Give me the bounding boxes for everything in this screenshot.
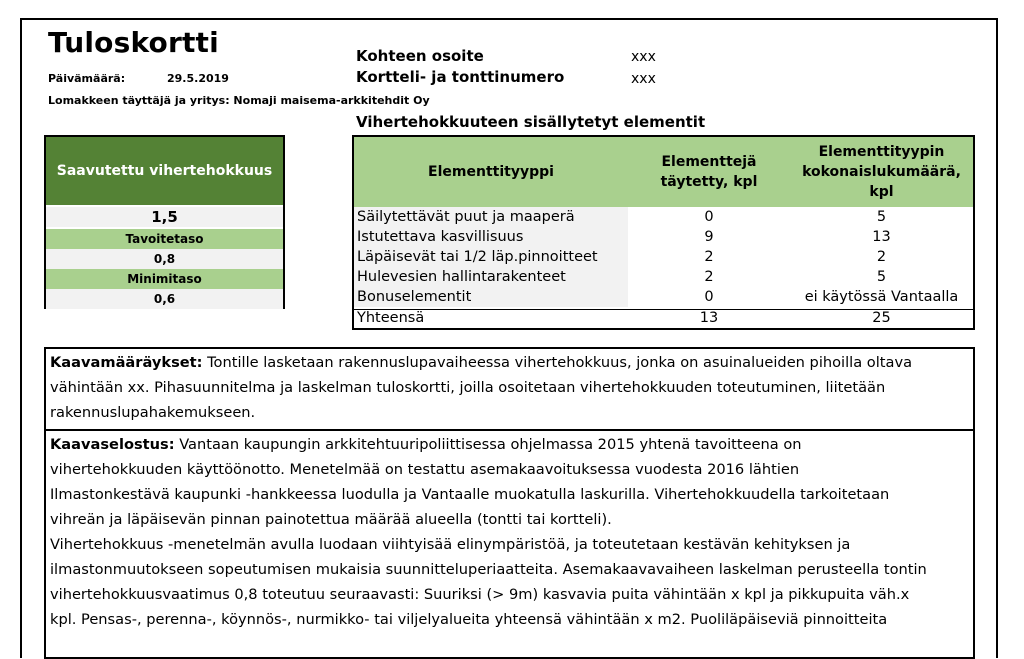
elements-heading: Vihertehokkuuteen sisällytetyt elementit — [356, 113, 706, 131]
score-target-label: Tavoitetaso — [46, 229, 283, 249]
table-row — [354, 227, 973, 247]
row-name: Säilytettävät puut ja maaperä — [357, 209, 575, 225]
row-filled: 0 — [704, 209, 714, 225]
regulations-label: Kaavamääräykset: — [50, 354, 203, 371]
description-label: Kaavaselostus: — [50, 436, 175, 453]
col-header-type — [354, 137, 628, 207]
description-line4: vihreän ja läpäisevän pinnan painotettua määrää alueella (tontti tai kortteli). — [50, 511, 612, 528]
description-line7: vihertehokkuusvaatimus 0,8 toteutuu seuraavasti: Suuriksi (> 9m) kasvavia puita vähintään x kpl ja pikkupuita väh.x — [50, 586, 910, 603]
description-line1: Vantaan kaupungin arkkitehtuuripoliittisessa ohjelmassa 2015 yhtenä tavoitteena on — [174, 436, 802, 453]
col-header-total-l2: kokonaislukumäärä, — [802, 163, 961, 180]
total-name: Yhteensä — [357, 310, 425, 326]
description-line5: Vihertehokkuus -menetelmän avulla luodaan viihtyisää elinympäristöä, ja toteutetaan kestävän kehityksen ja — [50, 536, 851, 553]
row-name: Istutettava kasvillisuus — [357, 229, 524, 245]
description-line2: vihertehokkuuden käyttöönotto. Menetelmää on testattu asemakaavoituksessa vuodesta 2016 lähtien — [50, 461, 800, 478]
table-row — [354, 267, 973, 287]
page-title: Tuloskortti — [48, 26, 219, 59]
total-total: 25 — [872, 310, 891, 326]
block-value: xxx — [631, 71, 656, 87]
col-header-filled-l1: Elementtejä — [661, 153, 757, 170]
address-label: Kohteen osoite — [356, 47, 484, 65]
row-filled: 2 — [704, 249, 714, 265]
score-achieved: 1,5 — [46, 207, 283, 227]
description-line6: ilmastonmuutokseen sopeutumisen mukaisia suunnitteluperiaatteita. Asemakaavavaiheen laskelman perusteella tontin — [50, 561, 927, 578]
description-line8: kpl. Pensas-, perenna-, köynnös-, nurmikko- tai viljelyalueita yhteensä vähintään x m2. Puoliläpäiseviä pinnoitteita — [50, 611, 888, 628]
form-filler: Lomakkeen täyttäjä ja yritys: Nomaji maisema-arkkitehdit Oy — [48, 94, 430, 107]
score-min-label: Minimitaso — [46, 269, 283, 289]
col-header-total — [790, 137, 973, 207]
table-row — [354, 287, 973, 307]
score-min-value: 0,6 — [46, 289, 283, 309]
table-row — [354, 207, 973, 227]
row-filled: 0 — [704, 289, 714, 305]
date-label: Päivämäärä: — [48, 72, 126, 85]
row-name: Hulevesien hallintarakenteet — [357, 269, 566, 285]
row-total: ei käytössä Vantaalla — [804, 289, 959, 305]
total-filled: 13 — [699, 310, 719, 326]
table-total-row — [354, 309, 973, 328]
row-total: 5 — [876, 269, 887, 285]
description-line3: Ilmastonkestävä kaupunki -hankkeessa luodulla ja Vantaalle muokatulla laskurilla. Vihertehokkuudella tarkoitetaan — [50, 486, 890, 503]
regulations-section — [44, 347, 975, 431]
row-name: Bonuselementit — [357, 289, 472, 305]
elements-table — [352, 135, 975, 330]
regulations-line2: vähintään xx. Pihasuunnitelma ja laskelman tuloskortti, joilla osoitetaan vihertehokkuuden toteutuminen, liitetään — [50, 379, 886, 396]
row-filled: 9 — [704, 229, 714, 245]
address-value: xxx — [631, 49, 656, 65]
col-header-total-l3: kpl — [869, 184, 894, 201]
table-row — [354, 247, 973, 267]
description-section — [44, 429, 975, 659]
row-total: 5 — [876, 209, 887, 225]
row-total: 13 — [872, 229, 891, 245]
col-header-filled-l2: täytetty, kpl — [660, 174, 758, 190]
regulations-line1: Tontille lasketaan rakennuslupavaiheessa vihertehokkuus, jonka on asuinalueiden pihoilla oltava — [202, 354, 913, 371]
block-label: Kortteli- ja tonttinumero — [356, 68, 565, 86]
score-target-value: 0,8 — [46, 249, 283, 269]
col-header-type-text: Elementtityyppi — [428, 163, 554, 180]
col-header-total-l1: Elementtityypin — [818, 143, 945, 160]
row-filled: 2 — [704, 269, 714, 285]
score-header: Saavutettu vihertehokkuus — [46, 137, 283, 205]
row-total: 2 — [876, 249, 887, 265]
date-value: 29.5.2019 — [167, 72, 229, 85]
row-name: Läpäisevät tai 1/2 läp.pinnoitteet — [357, 249, 598, 265]
score-box — [44, 135, 285, 309]
col-header-filled — [628, 137, 790, 207]
regulations-line3: rakennuslupahakemukseen. — [50, 404, 256, 421]
